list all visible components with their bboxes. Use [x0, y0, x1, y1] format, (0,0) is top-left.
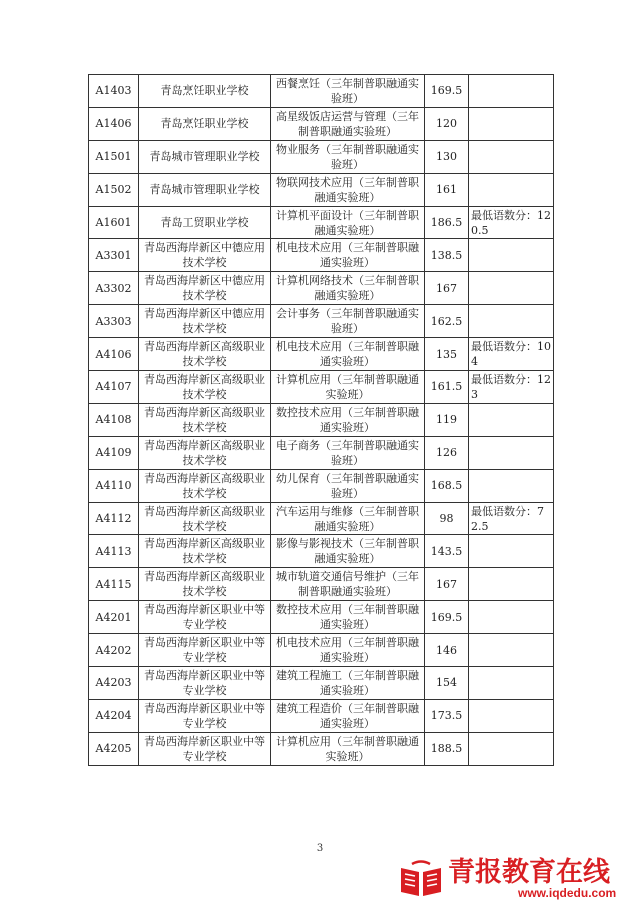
- table-row: [89, 107, 554, 140]
- code-cell: A1403: [89, 75, 139, 108]
- major-cell: 西餐烹饪（三年制普职融通实验班）: [271, 75, 425, 108]
- school-cell: 青岛工贸职业学校: [139, 206, 271, 239]
- table-row: [89, 568, 554, 601]
- score-cell: 119: [425, 403, 469, 436]
- major-cell: 计算机应用（三年制普职融通实验班）: [271, 732, 425, 765]
- major-cell: 计算机平面设计（三年制普职融通实验班）: [271, 206, 425, 239]
- score-cell: 169.5: [425, 75, 469, 108]
- table-row: [89, 75, 554, 108]
- note-cell: [469, 173, 554, 206]
- score-cell: 167: [425, 568, 469, 601]
- score-cell: 98: [425, 502, 469, 535]
- school-cell: 青岛西海岸新区中德应用技术学校: [139, 272, 271, 305]
- major-cell: 汽车运用与维修（三年制普职融通实验班）: [271, 502, 425, 535]
- major-cell: 幼儿保育（三年制普职融通实验班）: [271, 469, 425, 502]
- note-cell: [469, 601, 554, 634]
- major-cell: 机电技术应用（三年制普职融通实验班）: [271, 634, 425, 667]
- code-cell: A4107: [89, 371, 139, 404]
- note-cell: [469, 140, 554, 173]
- note-cell: 最低语数分：123: [469, 371, 554, 404]
- score-cell: 173.5: [425, 699, 469, 732]
- code-cell: A4203: [89, 667, 139, 700]
- table-row: [89, 206, 554, 239]
- major-cell: 建筑工程造价（三年制普职融通实验班）: [271, 699, 425, 732]
- score-cell: 167: [425, 272, 469, 305]
- table-row: [89, 371, 554, 404]
- school-cell: 青岛烹饪职业学校: [139, 75, 271, 108]
- code-cell: A3303: [89, 305, 139, 338]
- page-number: 3: [316, 843, 324, 854]
- major-cell: 数控技术应用（三年制普职融通实验班）: [271, 403, 425, 436]
- watermark-url: www.iqdedu.com: [518, 886, 617, 900]
- school-cell: 青岛西海岸新区高级职业技术学校: [139, 371, 271, 404]
- code-cell: A4108: [89, 403, 139, 436]
- school-cell: 青岛西海岸新区中德应用技术学校: [139, 239, 271, 272]
- major-cell: 机电技术应用（三年制普职融通实验班）: [271, 239, 425, 272]
- note-cell: 最低语数分：120.5: [469, 206, 554, 239]
- note-cell: [469, 469, 554, 502]
- major-cell: 城市轨道交通信号维护（三年制普职融通实验班）: [271, 568, 425, 601]
- table-row: [89, 403, 554, 436]
- school-cell: 青岛西海岸新区职业中等专业学校: [139, 699, 271, 732]
- note-cell: [469, 436, 554, 469]
- note-cell: [469, 667, 554, 700]
- table-row: [89, 436, 554, 469]
- table-row: [89, 173, 554, 206]
- table-body: [89, 75, 554, 766]
- code-cell: A4202: [89, 634, 139, 667]
- major-cell: 建筑工程施工（三年制普职融通实验班）: [271, 667, 425, 700]
- note-cell: [469, 75, 554, 108]
- school-cell: 青岛烹饪职业学校: [139, 107, 271, 140]
- score-cell: 120: [425, 107, 469, 140]
- school-cell: 青岛西海岸新区高级职业技术学校: [139, 469, 271, 502]
- code-cell: A4201: [89, 601, 139, 634]
- note-cell: [469, 239, 554, 272]
- note-cell: [469, 634, 554, 667]
- note-cell: 最低语数分：72.5: [469, 502, 554, 535]
- major-cell: 高星级饭店运营与管理（三年制普职融通实验班）: [271, 107, 425, 140]
- watermark-brand: 青报教育在线: [448, 857, 610, 888]
- school-cell: 青岛西海岸新区高级职业技术学校: [139, 502, 271, 535]
- score-cell: 161: [425, 173, 469, 206]
- code-cell: A4115: [89, 568, 139, 601]
- table-row: [89, 338, 554, 371]
- code-cell: A1501: [89, 140, 139, 173]
- code-cell: A4110: [89, 469, 139, 502]
- score-cell: 143.5: [425, 535, 469, 568]
- score-cell: 188.5: [425, 732, 469, 765]
- score-cell: 126: [425, 436, 469, 469]
- school-cell: 青岛城市管理职业学校: [139, 173, 271, 206]
- score-cell: 161.5: [425, 371, 469, 404]
- note-cell: [469, 732, 554, 765]
- table-row: [89, 502, 554, 535]
- code-cell: A1502: [89, 173, 139, 206]
- school-cell: 青岛西海岸新区高级职业技术学校: [139, 338, 271, 371]
- score-cell: 168.5: [425, 469, 469, 502]
- major-cell: 机电技术应用（三年制普职融通实验班）: [271, 338, 425, 371]
- score-cell: 162.5: [425, 305, 469, 338]
- note-cell: [469, 272, 554, 305]
- school-cell: 青岛西海岸新区高级职业技术学校: [139, 568, 271, 601]
- table-row: [89, 469, 554, 502]
- open-book-icon: [398, 860, 444, 900]
- code-cell: A4112: [89, 502, 139, 535]
- code-cell: A4113: [89, 535, 139, 568]
- school-cell: 青岛西海岸新区职业中等专业学校: [139, 634, 271, 667]
- major-cell: 计算机网络技术（三年制普职融通实验班）: [271, 272, 425, 305]
- score-cell: 138.5: [425, 239, 469, 272]
- table-row: [89, 239, 554, 272]
- score-cell: 135: [425, 338, 469, 371]
- table-row: [89, 601, 554, 634]
- school-cell: 青岛西海岸新区高级职业技术学校: [139, 436, 271, 469]
- table-row: [89, 732, 554, 765]
- school-cell: 青岛城市管理职业学校: [139, 140, 271, 173]
- code-cell: A4109: [89, 436, 139, 469]
- note-cell: [469, 699, 554, 732]
- code-cell: A1601: [89, 206, 139, 239]
- score-cell: 154: [425, 667, 469, 700]
- table-row: [89, 667, 554, 700]
- school-cell: 青岛西海岸新区职业中等专业学校: [139, 732, 271, 765]
- table-row: [89, 305, 554, 338]
- code-cell: A3301: [89, 239, 139, 272]
- code-cell: A3302: [89, 272, 139, 305]
- note-cell: 最低语数分：104: [469, 338, 554, 371]
- table-row: [89, 272, 554, 305]
- admission-score-table: [88, 74, 554, 766]
- school-cell: 青岛西海岸新区高级职业技术学校: [139, 535, 271, 568]
- score-cell: 130: [425, 140, 469, 173]
- major-cell: 物联网技术应用（三年制普职融通实验班）: [271, 173, 425, 206]
- note-cell: [469, 305, 554, 338]
- code-cell: A1406: [89, 107, 139, 140]
- watermark-logo: [398, 858, 634, 902]
- table-row: [89, 634, 554, 667]
- code-cell: A4205: [89, 732, 139, 765]
- score-cell: 186.5: [425, 206, 469, 239]
- major-cell: 会计事务（三年制普职融通实验班）: [271, 305, 425, 338]
- code-cell: A4204: [89, 699, 139, 732]
- school-cell: 青岛西海岸新区中德应用技术学校: [139, 305, 271, 338]
- major-cell: 电子商务（三年制普职融通实验班）: [271, 436, 425, 469]
- note-cell: [469, 568, 554, 601]
- school-cell: 青岛西海岸新区职业中等专业学校: [139, 667, 271, 700]
- table-row: [89, 699, 554, 732]
- score-cell: 146: [425, 634, 469, 667]
- table-row: [89, 140, 554, 173]
- score-cell: 169.5: [425, 601, 469, 634]
- table-row: [89, 535, 554, 568]
- note-cell: [469, 107, 554, 140]
- school-cell: 青岛西海岸新区高级职业技术学校: [139, 403, 271, 436]
- major-cell: 计算机应用（三年制普职融通实验班）: [271, 371, 425, 404]
- major-cell: 物业服务（三年制普职融通实验班）: [271, 140, 425, 173]
- school-cell: 青岛西海岸新区职业中等专业学校: [139, 601, 271, 634]
- code-cell: A4106: [89, 338, 139, 371]
- major-cell: 影像与影视技术（三年制普职融通实验班）: [271, 535, 425, 568]
- note-cell: [469, 535, 554, 568]
- major-cell: 数控技术应用（三年制普职融通实验班）: [271, 601, 425, 634]
- note-cell: [469, 403, 554, 436]
